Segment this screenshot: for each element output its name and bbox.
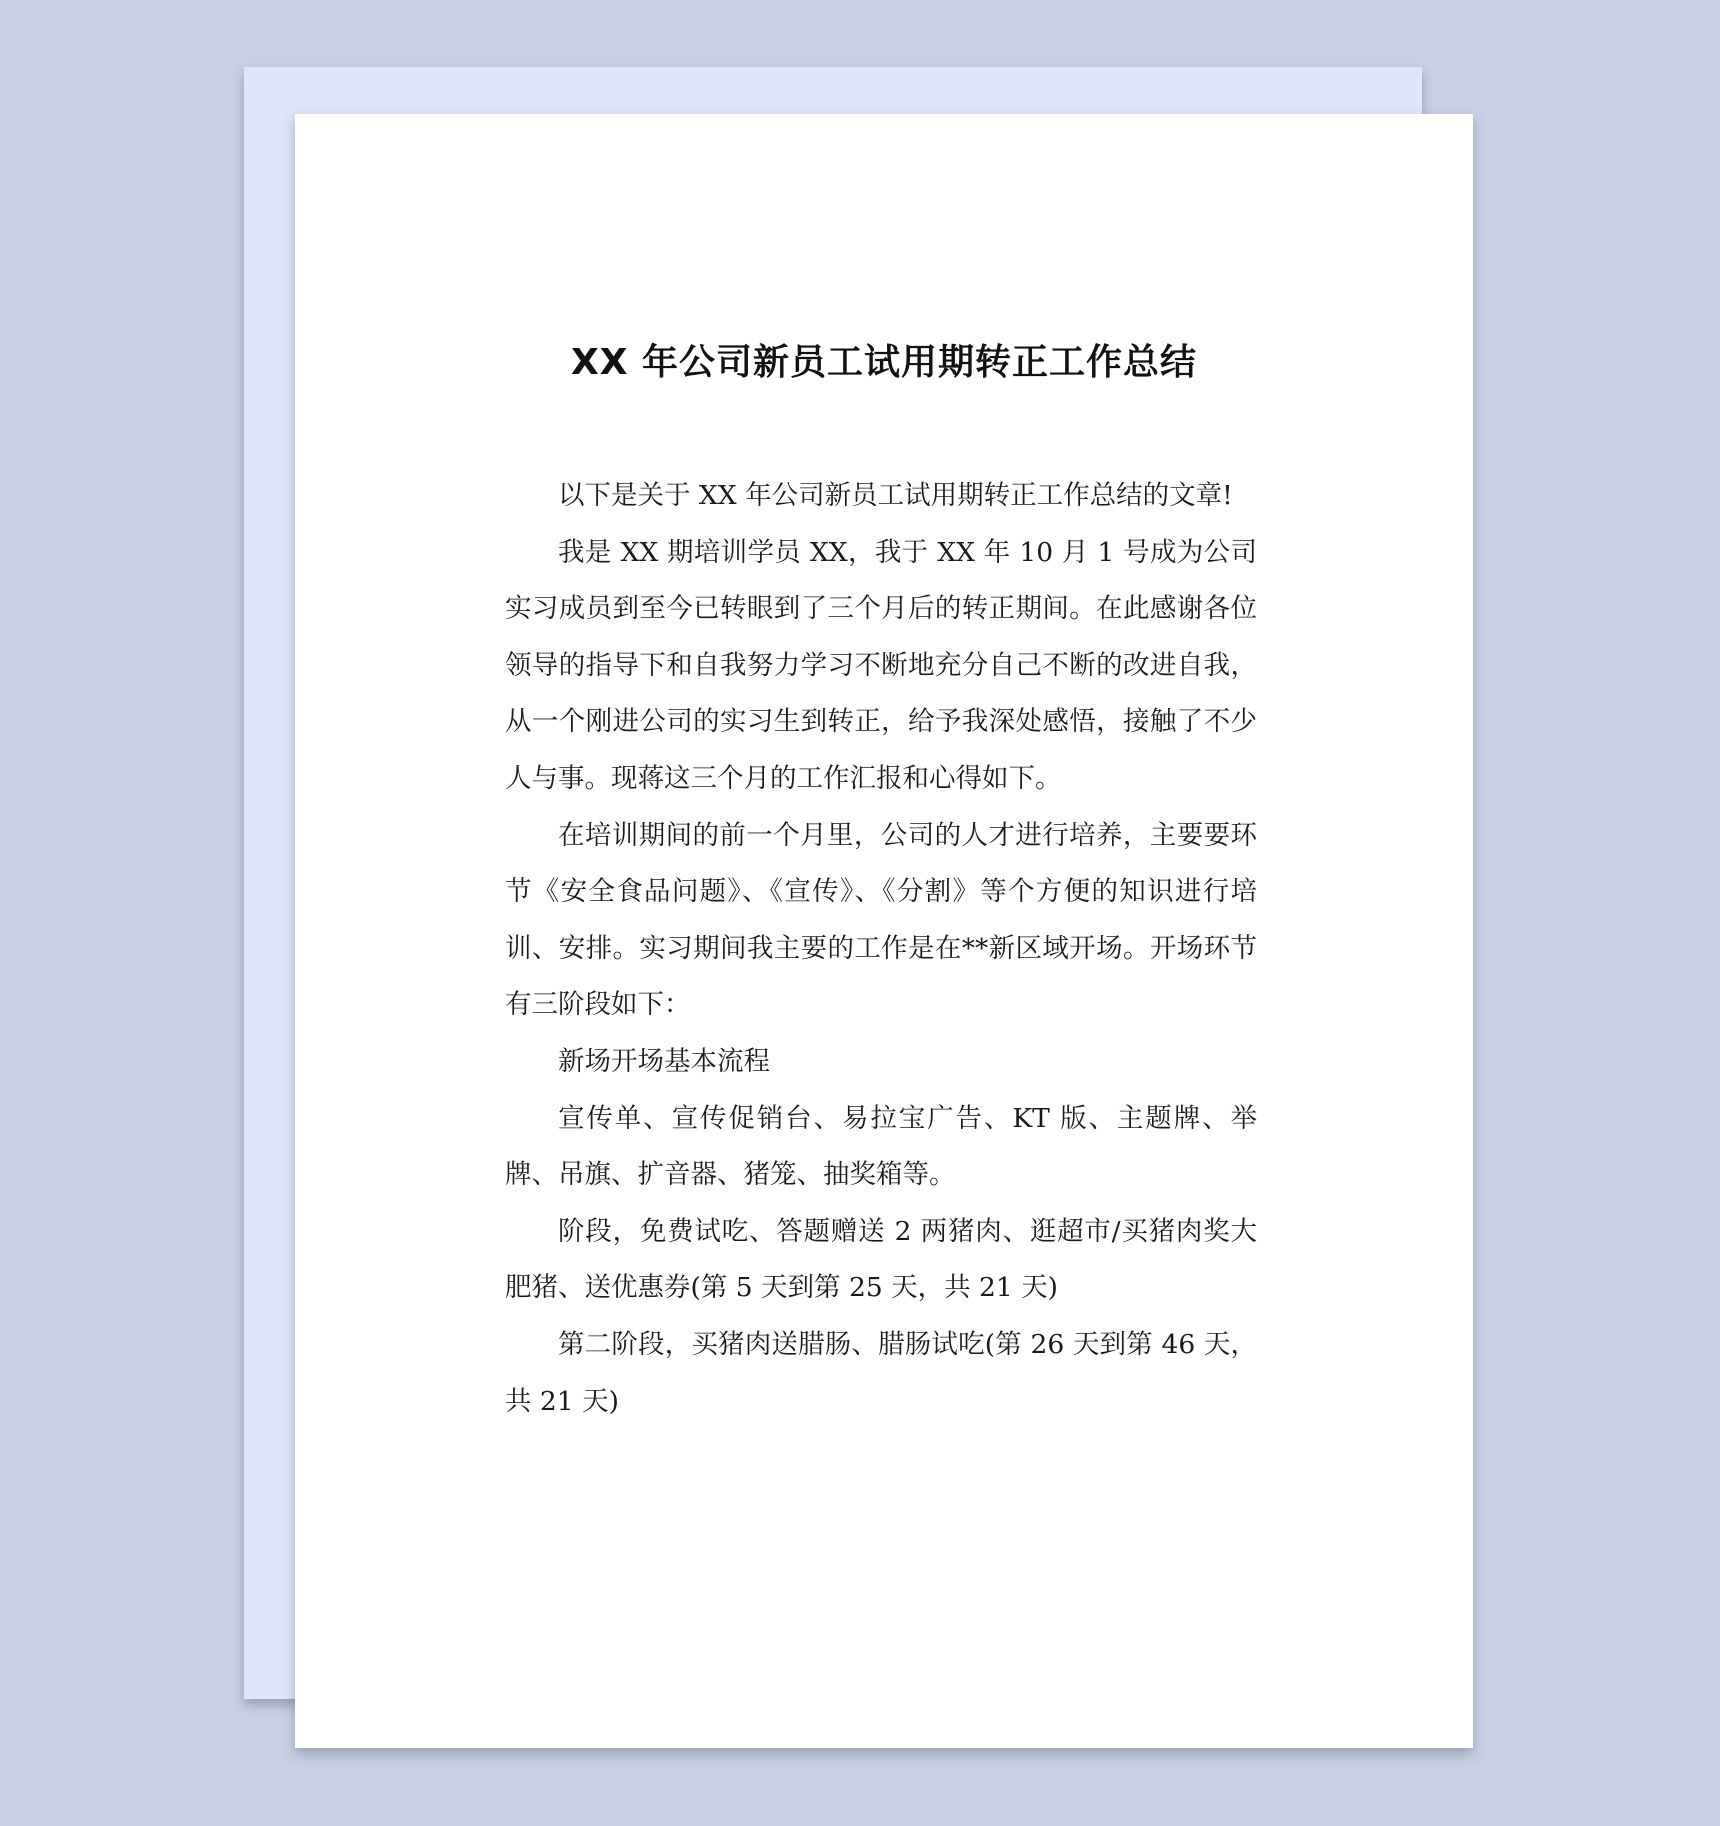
paragraph-3: 在培训期间的前一个月里，公司的人才进行培养，主要要环节《安全食品问题》、《宣传》、《分割》等个方便的知识进行培训、安排。实习期间我主要的工作是在**新区域开场。开场环节有三阶段如下：: [505, 819, 1257, 1021]
paragraph-7: 第二阶段，买猪肉送腊肠、腊肠试吃(第 26 天到第 46 天，共 21 天): [505, 1328, 1257, 1417]
paragraph-4: 新场开场基本流程: [558, 1045, 770, 1077]
paragraph-1: 以下是关于 XX 年公司新员工试用期转正工作总结的文章!: [558, 480, 1233, 511]
paragraph-5: 宣传单、宣传促销台、易拉宝广告、KT 版、主题牌、举牌、吊旗、扩音器、猪笼、抽奖箱等。: [505, 1102, 1257, 1191]
paragraph-2: 我是 XX 期培训学员 XX，我于 XX 年 10 月 1 号成为公司实习成员到至今已转眼到了三个月后的转正期间。在此感谢各位领导的指导下和自我努力学习不断地充分自己不断的改进自我，从一个刚进公司的实习生到转正，给予我深处感悟，接触了不少人与事。现蒋这三个月的工作汇报和心得如下。: [505, 536, 1257, 794]
document-title: XX 年公司新员工试用期转正工作总结: [570, 342, 1198, 383]
paragraph-6: 阶段，免费试吃、答题赠送 2 两猪肉、逛超市/买猪肉奖大肥猪、送优惠券(第 5 天到第 25 天，共 21 天): [505, 1215, 1257, 1304]
document-body: [505, 468, 1257, 1430]
front-paper-sheet: [295, 114, 1473, 1748]
